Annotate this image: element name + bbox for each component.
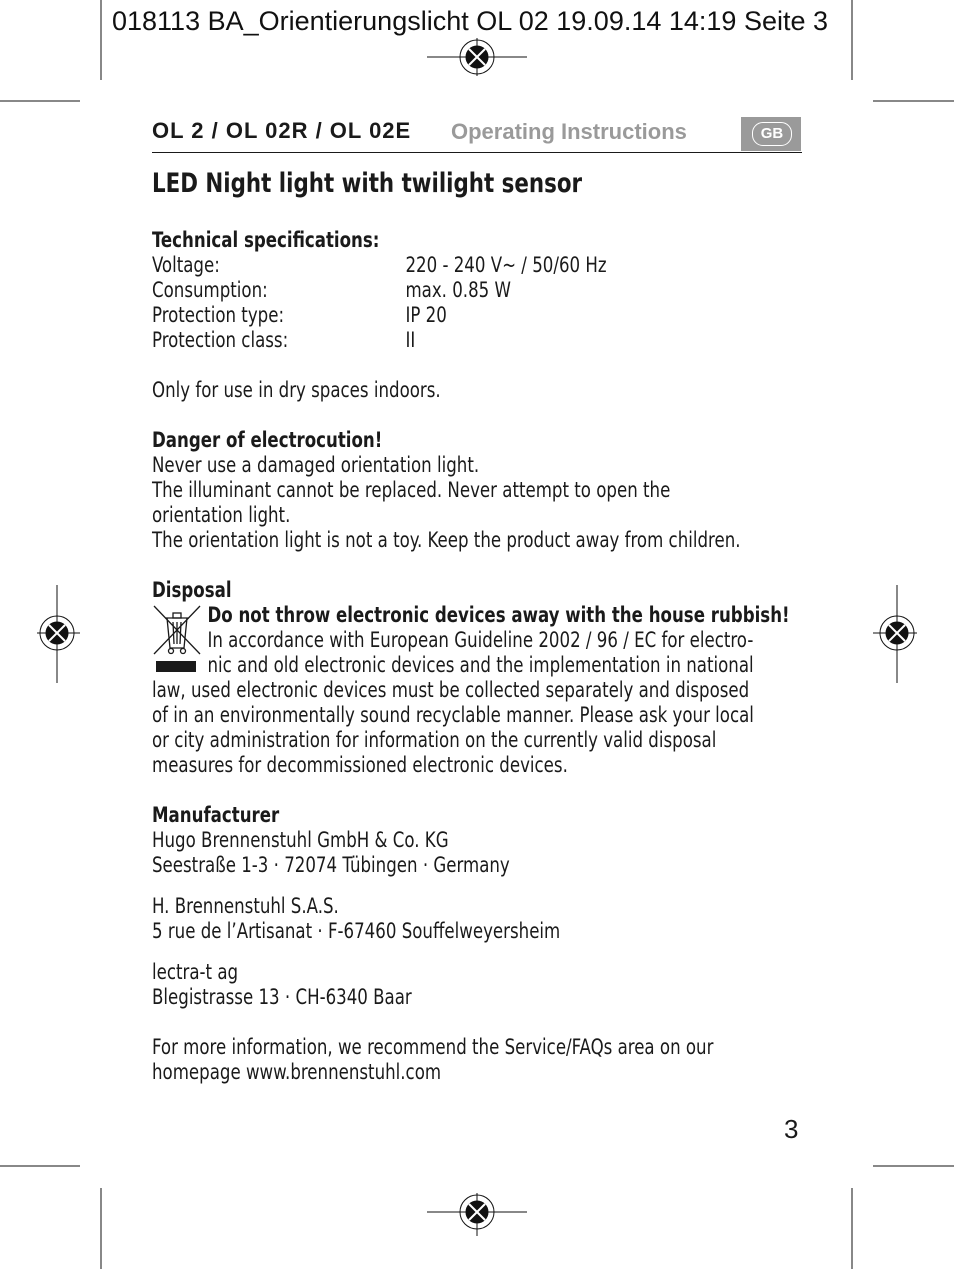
manufacturer-name: lectra-t ag bbox=[152, 960, 239, 984]
disposal-line: measures for decommissioned electronic devices. bbox=[152, 753, 568, 777]
disposal-section bbox=[152, 578, 794, 778]
header-rule bbox=[152, 152, 802, 153]
danger-line: Never use a damaged orientation light. bbox=[152, 453, 480, 477]
spec-row bbox=[152, 303, 794, 328]
page-number: 3 bbox=[784, 1114, 799, 1144]
spec-value: IP 20 bbox=[405, 303, 447, 327]
spec-row bbox=[152, 253, 794, 278]
registration-mark-top bbox=[427, 38, 527, 76]
specs-heading: Technical specifications: bbox=[152, 228, 380, 252]
registration-mark-bottom bbox=[427, 1193, 527, 1236]
technical-specifications bbox=[152, 228, 794, 353]
spec-label: Protection class: bbox=[152, 328, 289, 352]
spec-row bbox=[152, 278, 794, 303]
disposal-line: of in an environmentally sound recyclable manner. Please ask your local bbox=[152, 703, 754, 727]
danger-line: The orientation light is not a toy. Keep the product away from children. bbox=[152, 528, 741, 552]
danger-heading: Danger of electrocution! bbox=[152, 428, 383, 452]
header-subtitle: Operating Instructions bbox=[451, 119, 687, 144]
model-name: OL 2 / OL 02R / OL 02E bbox=[152, 118, 412, 143]
dry-use-note: Only for use in dry spaces indoors. bbox=[152, 378, 441, 402]
manufacturer-section bbox=[152, 803, 794, 1010]
page-title: LED Night light with twilight sensor bbox=[152, 168, 583, 199]
manufacturer-address: Seestraße 1-3 · 72074 Tübingen · Germany bbox=[152, 853, 510, 877]
disposal-line: In accordance with European Guideline 2002 / 96 / EC for electro- bbox=[207, 628, 754, 652]
spec-value: max. 0.85 W bbox=[405, 278, 511, 302]
disposal-line: nic and old electronic devices and the implementation in national bbox=[207, 653, 754, 677]
disposal-line: law, used electronic devices must be collected separately and disposed bbox=[152, 678, 750, 702]
spec-label: Voltage: bbox=[152, 253, 220, 277]
spec-value: II bbox=[405, 328, 416, 352]
registration-mark-right bbox=[873, 585, 917, 683]
crossed-bin-icon bbox=[152, 604, 202, 656]
print-header: 018113 BA_Orientierungslicht OL 02 19.09.14 14:19 Seite 3 bbox=[112, 6, 829, 36]
weee-bar bbox=[156, 661, 196, 672]
disposal-warning: Do not throw electronic devices away with the house rubbish! bbox=[207, 603, 790, 627]
spec-row bbox=[152, 328, 794, 353]
manufacturer-address: Blegistrasse 13 · CH-6340 Baar bbox=[152, 985, 412, 1009]
manufacturer-name: H. Brennenstuhl S.A.S. bbox=[152, 894, 339, 918]
spec-value: 220 - 240 V~ / 50/60 Hz bbox=[405, 253, 607, 277]
danger-line: orientation light. bbox=[152, 503, 291, 527]
danger-line: The illuminant cannot be replaced. Never attempt to open the bbox=[152, 478, 671, 502]
registration-mark-left bbox=[37, 585, 80, 683]
disposal-line: or city administration for information on the currently valid disposal bbox=[152, 728, 717, 752]
body-content bbox=[152, 228, 794, 1085]
manufacturer-heading: Manufacturer bbox=[152, 803, 280, 827]
danger-section bbox=[152, 428, 794, 553]
more-info-line: homepage www.brennenstuhl.com bbox=[152, 1060, 442, 1084]
disposal-heading: Disposal bbox=[152, 578, 232, 602]
language-badge-label: GB bbox=[752, 122, 792, 146]
more-info-line: For more information, we recommend the Service/FAQs area on our bbox=[152, 1035, 714, 1059]
spec-label: Consumption: bbox=[152, 278, 268, 302]
language-badge bbox=[741, 117, 801, 151]
spec-label: Protection type: bbox=[152, 303, 285, 327]
manufacturer-name: Hugo Brennenstuhl GmbH & Co. KG bbox=[152, 828, 449, 852]
manufacturer-address: 5 rue de l’Artisanat · F-67460 Souffelweyersheim bbox=[152, 919, 561, 943]
